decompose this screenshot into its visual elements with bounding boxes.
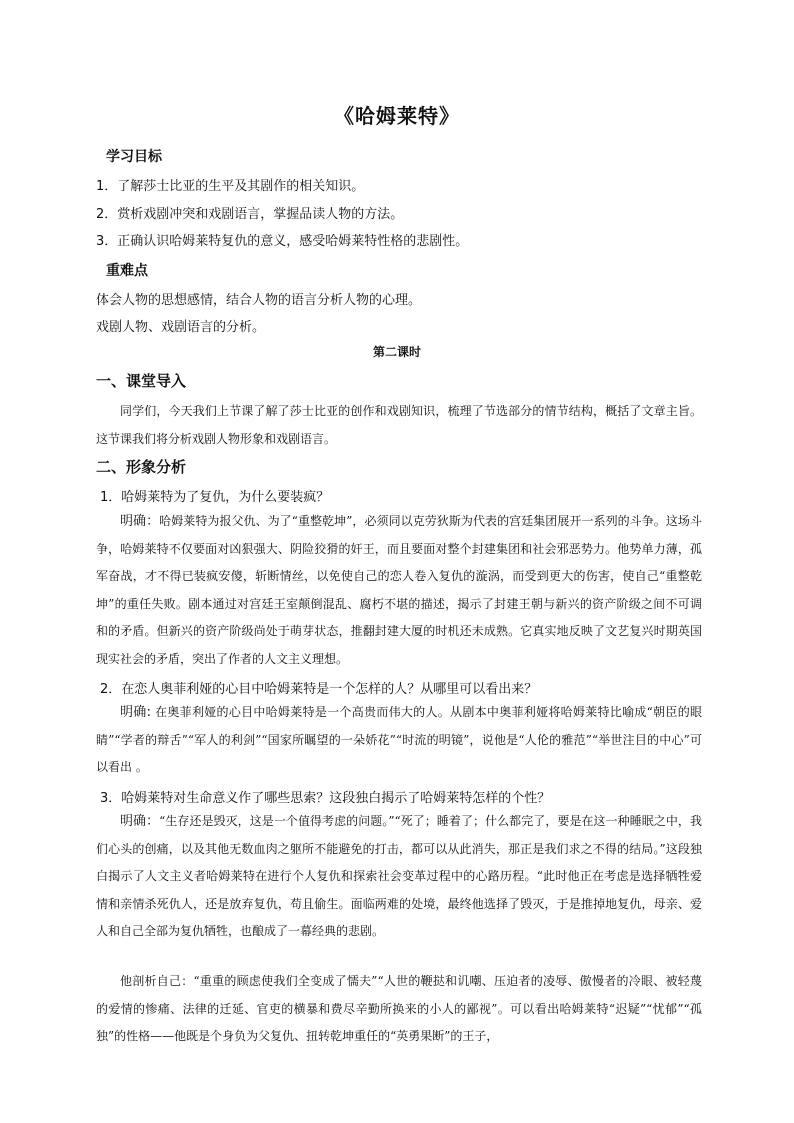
- question-3: 3．哈姆莱特对生命意义作了哪些思索？这段独白揭示了哈姆莱特怎样的个性？: [100, 791, 551, 806]
- answer-3-continued: 他剖析自己：“重重的顾虑使我们全变成了懦夫”“人世的鞭挞和讥嘲、压迫者的凌辱、傲慢者的冷眼、被轻蔑的爱情的惨痛、法律的迁延、官吏的横暴和费尽辛勤所换来的小人的鄙视”。可以看出哈姆莱特“迟疑”“忧郁”“孤独”的性格——他既是个身负为父复仇、扭转乾坤重任的“英勇果断”的王子，: [96, 974, 702, 1043]
- section-heading: 二、形象分析: [96, 458, 187, 476]
- lesson-label: 第二课时: [372, 345, 421, 359]
- objective-item: 2．赏析戏剧冲突和戏剧语言，掌握品读人物的方法。: [96, 207, 404, 222]
- keypoints-heading: 重难点: [106, 263, 148, 279]
- answer-3: [96, 808, 702, 946]
- answer-lead: 明确：: [120, 814, 160, 829]
- objectives-heading: 学习目标: [106, 149, 162, 165]
- section-heading: 一、课堂导入: [96, 372, 187, 390]
- objective-item: 3．正确认识哈姆莱特复仇的意义，感受哈姆莱特性格的悲剧性。: [96, 234, 469, 249]
- answer-text: 在奥菲利娅的心目中哈姆莱特是一个高贵而伟大的人。从剧本中奥菲利娅将哈姆莱特比喻成“朝臣的眼睛”“学者的辩舌”“军人的利剑”“国家所瞩望的一朵娇花”“时流的明镜”，说他是“人伦的雅范”“举世注目的中心”可以看出 。: [96, 705, 702, 774]
- answer-lead: 明确：: [120, 514, 160, 529]
- objective-item: 1．了解莎士比亚的生平及其剧作的相关知识。: [96, 179, 365, 194]
- intro-paragraph: 同学们，今天我们上节课了解了莎士比亚的创作和戏剧知识，梳理了节选部分的情节结构，概括了文章主旨。这节课我们将分析戏剧人物形象和戏剧语言。: [96, 404, 702, 446]
- answer-2: [96, 699, 702, 782]
- answer-text: 哈姆莱特为报父仇、为了“重整乾坤”，必须同以克劳狄斯为代表的宫廷集团展开一系列的斗争。这场斗争，哈姆莱特不仅要面对凶狠强大、阴险狡猾的奸王，而且要面对整个封建集团和社会邪恶势力。他势单力薄，孤军奋战，才不得已装疯安傻，斩断情丝，以免使自己的恋人卷入复仇的漩涡，而受到更大的伤害，使自己“重整乾坤”的重任失败。剧本通过对宫廷王室颠倒混乱、腐朽不堪的描述，揭示了封建王朝与新兴的资产阶级之间不可调和的矛盾。但新兴的资产阶级尚处于萌芽状态，推翻封建大厦的时机还未成熟。它真实地反映了文艺复兴时期英国现实社会的矛盾，突出了作者的人文主义理想。: [96, 514, 702, 666]
- answer-1: [96, 508, 702, 673]
- question-1: 1．哈姆莱特为了复仇，为什么要装疯？: [100, 490, 330, 505]
- keypoint-item: 戏剧人物、戏剧语言的分析。: [96, 320, 266, 335]
- answer-lead: 明确:: [120, 705, 151, 720]
- keypoint-item: 体会人物的思想感情，结合人物的语言分析人物的心理。: [96, 293, 422, 308]
- document-title: 《哈姆莱特》: [334, 104, 460, 128]
- question-2: 2．在恋人奥菲利娅的心目中哈姆莱特是一个怎样的人？从哪里可以看出来？: [100, 682, 538, 697]
- answer-text: “生存还是毁灭，这是一个值得考虑的问题。”“死了；睡着了；什么都完了，要是在这一种睡眠之中，我们心头的创痛，以及其他无数血肉之躯所不能避免的打击，都可以从此消失，那正是我们求之不得的结局。”这段独白揭示了人文主义者哈姆莱特在进行个人复仇和探索社会变革过程中的心路历程。“此时他正在考虑是选择牺牲爱情和亲情杀死仇人，还是放弃复仇，苟且偷生。面临两难的处境，最终他选择了毁灭，于是推掉地复仇，母亲、爱人和自己全部为复仇牺牲，也酿成了一幕经典的悲剧。: [96, 814, 702, 938]
